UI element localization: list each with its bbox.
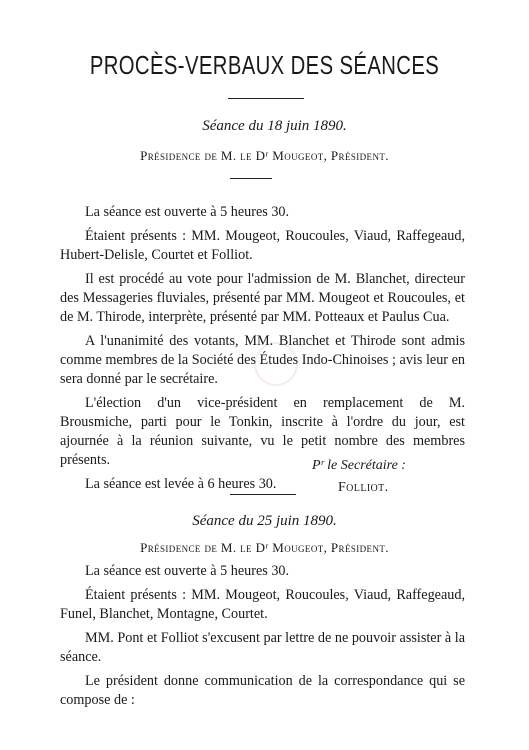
page-title: PROCÈS-VERBAUX DES SÉANCES: [89, 50, 440, 80]
paragraph: La séance est levée à 6 heures 30.: [85, 476, 277, 492]
paragraph: MM. Pont et Folliot s'excusent par lettre de ne pouvoir assister à la séance.: [60, 630, 465, 665]
signature-name: Folliot.: [338, 480, 389, 495]
session-1-heading: Séance du 18 juin 1890.: [202, 118, 347, 134]
session-2-presidency: Présidence de M. le Dʳ Mougeot, Président.: [140, 540, 389, 555]
paragraph: Étaient présents : MM. Mougeot, Roucoules, Viaud, Raffegeaud, Funel, Blanchet, Montagne, Courtet.: [60, 587, 465, 622]
paragraph: L'élection d'un vice-président en remplacement de M. Brousmiche, parti pour le Tonkin, inscrite à l'ordre du jour, est ajournée à la réunion suivante, vu le petit nombre des membres présents.: [60, 395, 465, 468]
session-2-heading: Séance du 25 juin 1890.: [192, 513, 337, 529]
paragraph: La séance est ouverte à 5 heures 30.: [85, 204, 290, 220]
section-separator: [230, 494, 296, 495]
session-1-rule: [230, 178, 272, 179]
signature-role: Pʳ le Secrétaire :: [312, 458, 406, 473]
title-rule: [228, 98, 304, 99]
session-1-presidency: Présidence de M. le Dʳ Mougeot, Président.: [140, 148, 389, 163]
session-2-body: [60, 562, 465, 715]
paragraph: Le président donne communication de la correspondance qui se compose de :: [60, 673, 465, 708]
library-stamp: [254, 342, 298, 386]
paragraph: Étaient présents : MM. Mougeot, Roucoules, Viaud, Raffegeaud, Hubert-Delisle, Courtet et Folliot.: [60, 228, 465, 263]
paragraph: A l'unanimité des votants, MM. Blanchet et Thirode sont admis comme membres de la Société des Études Indo-Chinoises ; avis leur en sera donné par le secrétaire.: [60, 333, 465, 387]
paragraph: Il est procédé au vote pour l'admission de M. Blanchet, directeur des Messageries fluviales, présenté par MM. Mougeot et Roucoules, et de M. Thirode, interprète, présenté par MM. Potteaux et Paulus Cua.: [60, 271, 465, 325]
paragraph: La séance est ouverte à 5 heures 30.: [85, 563, 290, 579]
